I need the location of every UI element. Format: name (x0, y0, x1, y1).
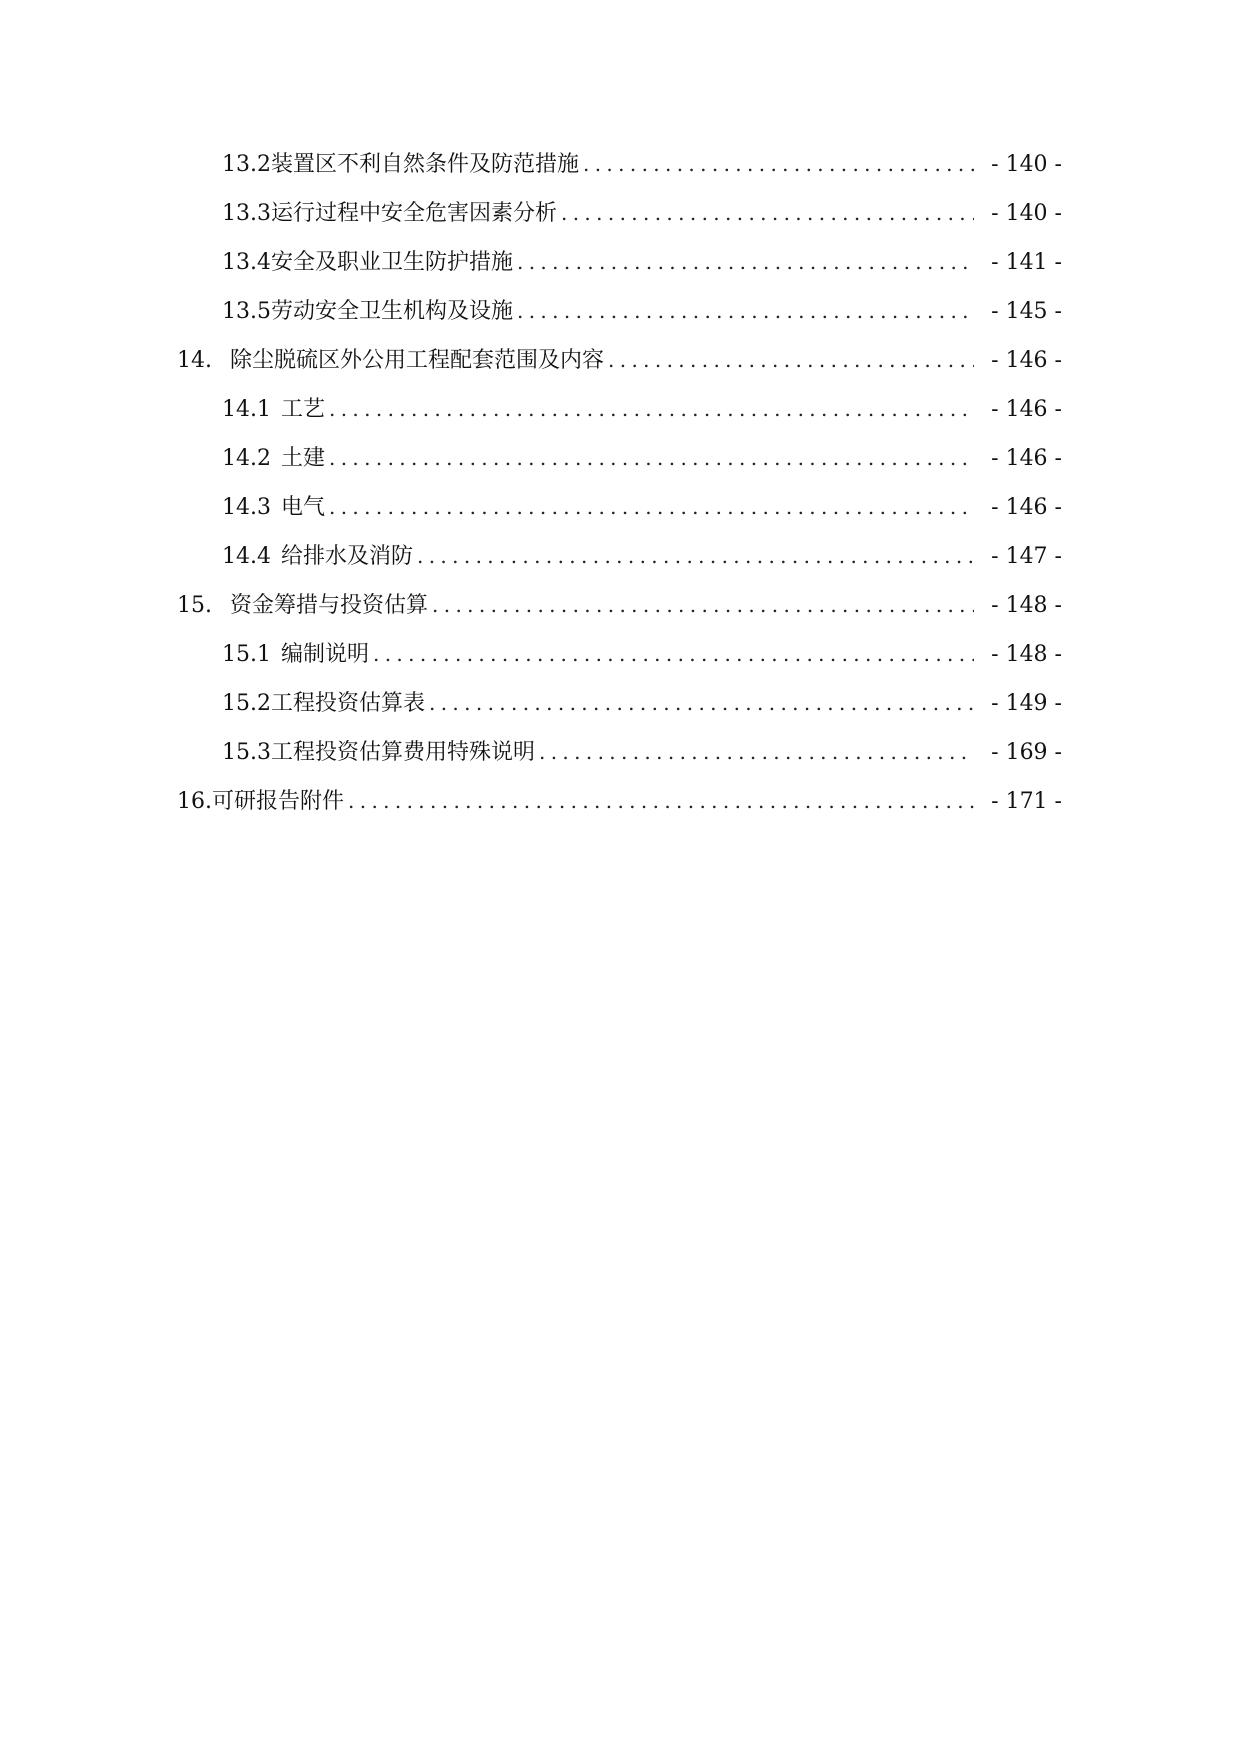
toc-entry-number: 14.2 (222, 446, 271, 471)
toc-leader-dots (417, 532, 974, 581)
toc-entry-page: - 146 - (991, 397, 1062, 422)
toc-entry-number: 13.2 (222, 152, 271, 177)
toc-entry-title: 除尘脱硫区外公用工程配套范围及内容 (230, 348, 605, 373)
toc-leader-dots (329, 434, 974, 483)
toc-entry-page: - 141 - (991, 250, 1062, 275)
toc-leader-dots (329, 385, 974, 434)
toc-entry-page: - 169 - (991, 740, 1062, 765)
toc-entry-number: 15.2 (222, 691, 271, 716)
toc-entry-page: - 171 - (991, 789, 1062, 814)
toc-entry[interactable] (177, 532, 1062, 581)
toc-entry-page: - 145 - (991, 299, 1062, 324)
toc-entry-page: - 148 - (991, 642, 1062, 667)
toc-entry-page: - 147 - (991, 544, 1062, 569)
toc-entry-page: - 140 - (991, 201, 1062, 226)
toc-entry-page: - 146 - (991, 495, 1062, 520)
toc-leader-dots (429, 679, 974, 728)
toc-entry-number: 13.3 (222, 201, 271, 226)
toc-entry-number: 15. (177, 593, 212, 618)
toc-leader-dots (608, 336, 974, 385)
toc-entry[interactable] (177, 483, 1062, 532)
toc-entry-title: 可研报告附件 (212, 789, 345, 814)
toc-entry-title: 资金筹措与投资估算 (230, 593, 429, 618)
toc-entry-number: 15.1 (222, 642, 271, 667)
toc-leader-dots (348, 777, 974, 826)
toc-entry[interactable] (177, 679, 1062, 728)
toc-leader-dots (583, 140, 974, 189)
toc-leader-dots (373, 630, 974, 679)
toc-entry[interactable] (177, 728, 1062, 777)
toc-entry-title: 电气 (280, 495, 325, 520)
toc-entry-page: - 146 - (991, 348, 1062, 373)
toc-entry-number: 14.4 (222, 544, 271, 569)
toc-entry-number: 16. (177, 789, 212, 814)
toc-entry-page: - 140 - (991, 152, 1062, 177)
toc-entry-number: 15.3 (222, 740, 271, 765)
toc-leader-dots (432, 581, 974, 630)
toc-entry-number: 13.5 (222, 299, 271, 324)
toc-entry-number: 14.3 (222, 495, 271, 520)
toc-entry-number: 13.4 (222, 250, 271, 275)
toc-entry[interactable] (177, 336, 1062, 385)
toc-entry-title: 工艺 (280, 397, 325, 422)
toc-entry-number: 14. (177, 348, 212, 373)
toc-entry-title: 工程投资估算表 (270, 691, 425, 716)
toc-entry-title: 运行过程中安全危害因素分析 (270, 201, 557, 226)
table-of-contents (177, 140, 1062, 826)
toc-entry-page: - 148 - (991, 593, 1062, 618)
toc-entry[interactable] (177, 140, 1062, 189)
toc-entry-page: - 149 - (991, 691, 1062, 716)
toc-entry-title: 土建 (280, 446, 325, 471)
toc-entry[interactable] (177, 385, 1062, 434)
toc-entry-title: 编制说明 (280, 642, 369, 667)
toc-entry-title: 工程投资估算费用特殊说明 (270, 740, 535, 765)
toc-leader-dots (517, 287, 974, 336)
toc-leader-dots (329, 483, 974, 532)
toc-entry-title: 装置区不利自然条件及防范措施 (270, 152, 579, 177)
toc-entry[interactable] (177, 189, 1062, 238)
toc-leader-dots (539, 728, 974, 777)
toc-entry-title: 给排水及消防 (280, 544, 413, 569)
toc-leader-dots (517, 238, 974, 287)
toc-entry-number: 14.1 (222, 397, 271, 422)
toc-entry-page: - 146 - (991, 446, 1062, 471)
toc-entry-title: 安全及职业卫生防护措施 (270, 250, 513, 275)
toc-entry[interactable] (177, 238, 1062, 287)
toc-entry-title: 劳动安全卫生机构及设施 (270, 299, 513, 324)
toc-entry[interactable] (177, 777, 1062, 826)
toc-entry[interactable] (177, 630, 1062, 679)
toc-entry[interactable] (177, 287, 1062, 336)
toc-entry[interactable] (177, 581, 1062, 630)
toc-entry[interactable] (177, 434, 1062, 483)
toc-leader-dots (561, 189, 974, 238)
